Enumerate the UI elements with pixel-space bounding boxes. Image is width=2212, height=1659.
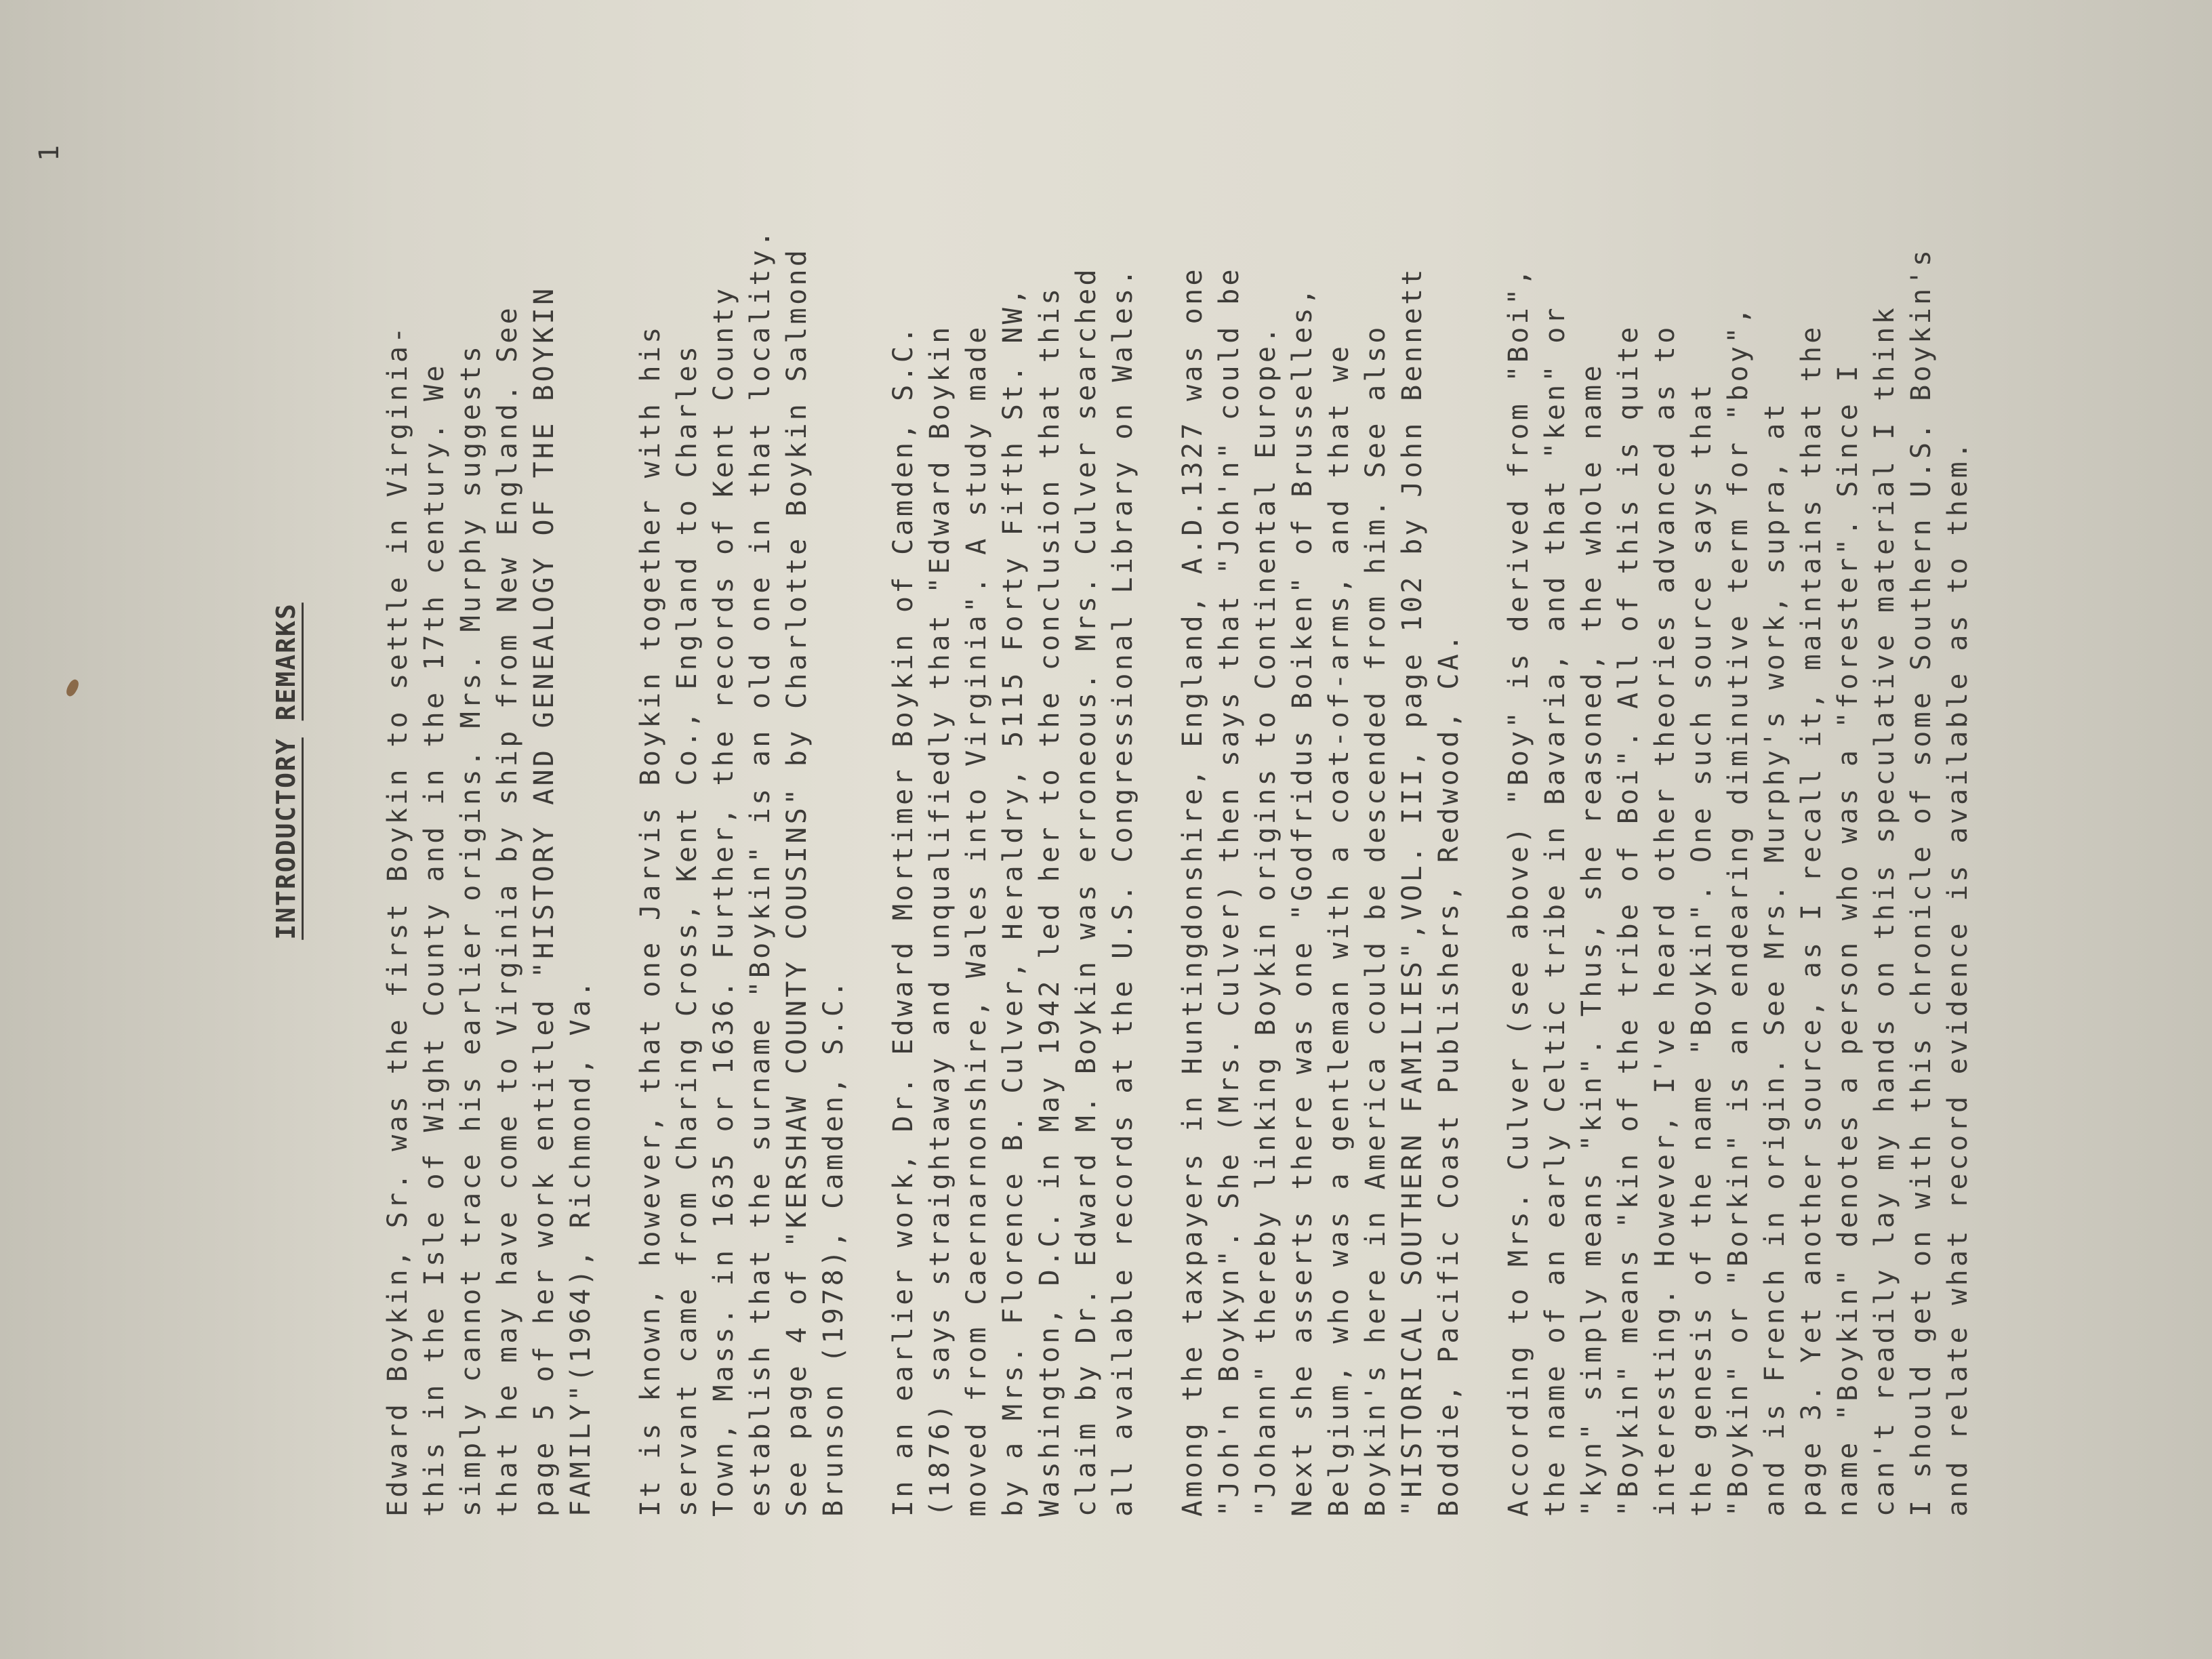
text-line: claim by Dr. Edward M. Boykin was erroneous. Mrs. Culver searched [1071,266,1102,1517]
text-line: See page 4 of "KERSHAW COUNTY COUSINS" by Charlotte Boykin Salmond [781,247,813,1517]
text-line: According to Mrs. Culver (see above) "Boy" is derived from "Boi", [1503,266,1534,1517]
text-line: In an earlier work, Dr. Edward Mortimer Boykin of Camden, S.C. [888,324,919,1517]
title-word-introductory: INTRODUCTORY [271,737,301,940]
text-line: "kyn" simply means "kin". Thus, she reasoned, the whole name [1576,363,1607,1517]
text-line: Boykin's here in America could be descended from him. See also [1360,324,1391,1517]
text-line: It is known, however, that one Jarvis Boykin together with his [635,324,666,1517]
paragraph-5 [1500,80,1976,1517]
text-line: page 3. Yet another source, as I recall it, maintains that the [1796,324,1827,1517]
text-line: name "Boykin" denotes a person who was a "forester". Since I [1832,363,1864,1517]
text-line: interesting. However, I've heard other theories advanced as to [1650,324,1681,1517]
text-line: by a Mrs. Florence B. Culver, Heraldry, 5115 Forty Fifth St. NW, [998,285,1029,1517]
text-line: Edward Boykin, Sr. was the first Boykin to settle in Virginia- [382,324,413,1517]
text-line: Washington, D.C. in May 1942 led her to the conclusion that this [1034,285,1065,1517]
text-line: Among the taxpayers in Huntingdonshire, England, A.D.1327 was one [1177,266,1208,1517]
text-line: and is French in origin. See Mrs. Murphy's work, supra, at [1759,401,1790,1517]
text-line: "Boykin" or "Borkin" is an endearing diminutive term for "boy", [1723,304,1754,1517]
text-line: I should get on with this chronicle of some Southern U.S. Boykin's [1906,247,1937,1517]
paragraph-2 [632,80,852,1517]
text-line: Boddie, Pacific Coast Publishers, Redwood, CA. [1433,632,1465,1517]
text-line: "HISTORICAL SOUTHERN FAMILIES",VOL. III, page 102 by John Bennett [1397,266,1428,1517]
text-line: "Johann" thereby linking Boykin origins to Continental Europe. [1250,324,1282,1517]
paragraph-3 [885,80,1141,1517]
text-line: "Joh'n Boykyn". She (Mrs. Culver) then says that "Joh'n" could be [1214,266,1245,1517]
title-word-remarks: REMARKS [271,602,301,721]
text-line: can't readily lay my hands on this speculative material I think [1869,304,1900,1517]
text-line: moved from Caernarnonshire, Wales into Virginia". A study made [961,324,992,1517]
document-body [380,80,2009,1517]
text-line: (1876) says straightaway and unqualifiedly that "Edward Boykin [924,324,956,1517]
text-line: Next she asserts there was one "Godfridus Boiken" of Brusselles, [1287,285,1318,1517]
text-line: the name of an early Celtic tribe in Bavaria, and that "ken" or [1540,304,1571,1517]
text-line: FAMILY"(1964), Richmond, Va. [565,978,596,1517]
paragraph-1 [380,80,599,1517]
text-line: all available records at the U.S. Congressional Library on Wales. [1107,266,1139,1517]
text-line: and relate what record evidence is available as to them. [1942,439,1973,1517]
paragraph-4 [1174,80,1467,1517]
page-title [271,385,301,1158]
text-line: this in the Isle of Wight County and in the 17th century. We [419,363,450,1517]
text-line: Town, Mass. in 1635 or 1636. Further, the records of Kent County [708,285,739,1517]
text-line: simply cannot trace his earlier origins. Mrs. Murphy suggests [455,343,487,1517]
text-line: Belgium, who was a gentleman with a coat-of-arms, and that we [1324,343,1355,1517]
page-number: 1 [34,144,65,161]
text-line: Brunson (1978), Camden, S.C. [818,978,849,1517]
text-line: that he may have come to Virginia by ship from New England. See [492,304,523,1517]
text-line: page 5 of her work entitled "HISTORY AND GENEALOGY OF THE BOYKIN [529,285,560,1517]
text-line: the genesis of the name "Boykin". One such source says that [1686,382,1717,1517]
text-line: "Boykin" means "kin of the tribe of Boi". All of this is quite [1613,324,1644,1517]
text-line: servant came from Charing Cross, Kent Co., England to Charles [672,343,703,1517]
ink-spot [64,678,81,698]
text-line: establish that the surname "Boykin" is an old one in that locality. [745,228,776,1517]
